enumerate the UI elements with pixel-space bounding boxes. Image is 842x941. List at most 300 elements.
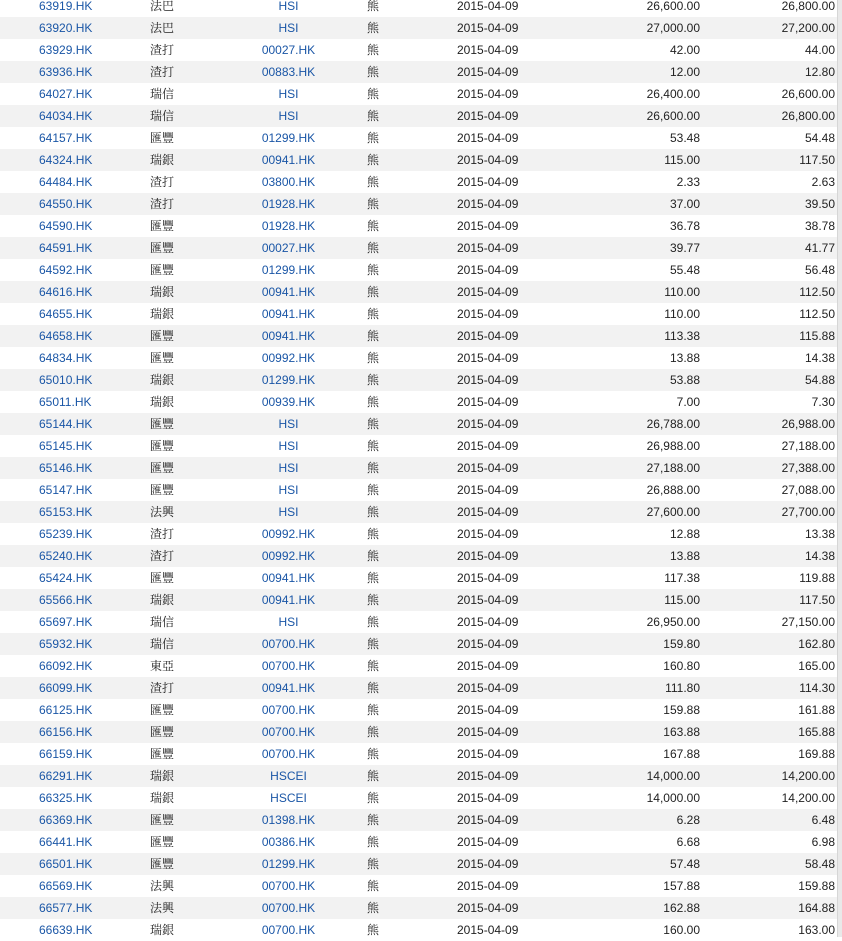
bull-bear-type-cell: 熊 [359, 413, 454, 435]
strike-price-cell: 112.50 [700, 281, 838, 303]
table-row [0, 545, 838, 567]
cbbc-code-cell [0, 853, 150, 875]
strike-price-cell: 165.00 [700, 655, 838, 677]
date-cell: 2015-04-09 [454, 567, 564, 589]
strike-price-cell: 117.50 [700, 589, 838, 611]
date-cell: 2015-04-09 [454, 171, 564, 193]
cbbc-code-link[interactable]: 63929.HK [39, 43, 93, 57]
bull-bear-type-cell: 熊 [359, 281, 454, 303]
call-level-cell: 53.88 [564, 369, 700, 391]
underlying-cell [218, 853, 359, 875]
underlying-link[interactable]: HSI [278, 439, 299, 453]
cbbc-code-link[interactable]: 66125.HK [39, 703, 93, 717]
call-level-cell: 159.88 [564, 699, 700, 721]
underlying-link[interactable]: 00941.HK [261, 681, 316, 695]
cbbc-code-link[interactable]: 64484.HK [39, 175, 93, 189]
cbbc-code-link[interactable]: 65010.HK [39, 373, 93, 387]
cbbc-code-link[interactable]: 66092.HK [39, 659, 93, 673]
table-row [0, 281, 838, 303]
date-cell: 2015-04-09 [454, 39, 564, 61]
call-level-cell: 37.00 [564, 193, 700, 215]
cbbc-code-link[interactable]: 66159.HK [39, 747, 93, 761]
underlying-cell [218, 303, 359, 325]
cbbc-code-link[interactable]: 66325.HK [39, 791, 93, 805]
strike-price-cell: 6.48 [700, 809, 838, 831]
underlying-link[interactable]: 01928.HK [261, 219, 316, 233]
underlying-link[interactable]: 00027.HK [261, 43, 316, 57]
cbbc-code-cell [0, 457, 150, 479]
strike-price-cell: 161.88 [700, 699, 838, 721]
date-cell: 2015-04-09 [454, 655, 564, 677]
table-row [0, 787, 838, 809]
cbbc-code-cell [0, 171, 150, 193]
table-row [0, 347, 838, 369]
call-level-cell: 12.00 [564, 61, 700, 83]
strike-price-cell: 38.78 [700, 215, 838, 237]
date-cell: 2015-04-09 [454, 347, 564, 369]
underlying-link[interactable]: 00941.HK [261, 307, 316, 321]
underlying-cell [218, 347, 359, 369]
underlying-link[interactable]: HSI [278, 417, 299, 431]
bull-bear-type-cell: 熊 [359, 215, 454, 237]
cbbc-code-cell [0, 567, 150, 589]
underlying-link[interactable]: 00992.HK [261, 351, 316, 365]
bull-bear-type-cell: 熊 [359, 17, 454, 39]
bull-bear-type-cell: 熊 [359, 61, 454, 83]
cbbc-code-link[interactable]: 63936.HK [39, 65, 93, 79]
strike-price-cell: 56.48 [700, 259, 838, 281]
cbbc-code-link[interactable]: 65932.HK [39, 637, 93, 651]
underlying-cell [218, 171, 359, 193]
cbbc-code-cell [0, 39, 150, 61]
underlying-link[interactable]: HSI [278, 0, 299, 13]
cbbc-code-link[interactable]: 64655.HK [39, 307, 93, 321]
cbbc-code-link[interactable]: 66639.HK [39, 923, 93, 937]
underlying-link[interactable]: 00700.HK [261, 901, 316, 915]
table-row [0, 171, 838, 193]
underlying-cell [218, 127, 359, 149]
table-row [0, 919, 838, 941]
cbbc-code-link[interactable]: 65566.HK [39, 593, 93, 607]
bull-bear-type-cell: 熊 [359, 831, 454, 853]
date-cell: 2015-04-09 [454, 61, 564, 83]
issuer-cell: 東亞 [150, 655, 218, 677]
cbbc-code-link[interactable]: 66577.HK [39, 901, 93, 915]
bull-bear-type-cell: 熊 [359, 589, 454, 611]
table-row [0, 237, 838, 259]
issuer-cell: 法興 [150, 897, 218, 919]
bull-bear-type-cell: 熊 [359, 391, 454, 413]
cbbc-code-link[interactable]: 66369.HK [39, 813, 93, 827]
table-row [0, 105, 838, 127]
underlying-link[interactable]: 00700.HK [261, 747, 316, 761]
underlying-link[interactable]: 00700.HK [261, 923, 316, 937]
cbbc-code-link[interactable]: 66156.HK [39, 725, 93, 739]
bull-bear-type-cell: 熊 [359, 171, 454, 193]
underlying-link[interactable]: HSCEI [270, 791, 307, 805]
underlying-cell [218, 149, 359, 171]
strike-price-cell: 26,800.00 [700, 0, 838, 17]
underlying-cell [218, 875, 359, 897]
bull-bear-type-cell: 熊 [359, 347, 454, 369]
table-row [0, 127, 838, 149]
date-cell: 2015-04-09 [454, 281, 564, 303]
strike-price-cell: 117.50 [700, 149, 838, 171]
underlying-link[interactable]: 00700.HK [261, 637, 316, 651]
table-row [0, 853, 838, 875]
date-cell: 2015-04-09 [454, 897, 564, 919]
call-level-cell: 12.88 [564, 523, 700, 545]
date-cell: 2015-04-09 [454, 413, 564, 435]
bull-bear-type-cell: 熊 [359, 787, 454, 809]
issuer-cell: 瑞信 [150, 105, 218, 127]
table-row [0, 611, 838, 633]
call-level-cell: 13.88 [564, 347, 700, 369]
table-row [0, 215, 838, 237]
bull-bear-type-cell: 熊 [359, 809, 454, 831]
underlying-cell [218, 501, 359, 523]
underlying-link[interactable]: 00941.HK [261, 593, 316, 607]
strike-price-cell: 169.88 [700, 743, 838, 765]
table-row [0, 897, 838, 919]
call-level-cell: 115.00 [564, 149, 700, 171]
call-level-cell: 162.88 [564, 897, 700, 919]
cbbc-code-link[interactable]: 64658.HK [39, 329, 93, 343]
cbbc-code-cell [0, 611, 150, 633]
table-row [0, 61, 838, 83]
underlying-link[interactable]: 00700.HK [261, 725, 316, 739]
underlying-cell [218, 39, 359, 61]
underlying-cell [218, 545, 359, 567]
underlying-link[interactable]: 00941.HK [261, 153, 316, 167]
cbbc-code-link[interactable]: 63919.HK [39, 0, 93, 13]
table-row [0, 391, 838, 413]
strike-price-cell: 54.48 [700, 127, 838, 149]
call-level-cell: 26,988.00 [564, 435, 700, 457]
underlying-link[interactable]: 00386.HK [261, 835, 316, 849]
date-cell: 2015-04-09 [454, 303, 564, 325]
issuer-cell: 渣打 [150, 545, 218, 567]
call-level-cell: 55.48 [564, 259, 700, 281]
cbbc-code-cell [0, 435, 150, 457]
underlying-link[interactable]: 01398.HK [261, 813, 316, 827]
date-cell: 2015-04-09 [454, 743, 564, 765]
strike-price-cell: 41.77 [700, 237, 838, 259]
underlying-cell [218, 237, 359, 259]
underlying-cell [218, 523, 359, 545]
cbbc-code-cell [0, 237, 150, 259]
issuer-cell: 匯豐 [150, 809, 218, 831]
date-cell: 2015-04-09 [454, 325, 564, 347]
issuer-cell: 匯豐 [150, 743, 218, 765]
cbbc-code-link[interactable]: 64027.HK [39, 87, 93, 101]
underlying-cell [218, 457, 359, 479]
issuer-cell: 匯豐 [150, 259, 218, 281]
table-row [0, 501, 838, 523]
underlying-link[interactable]: HSI [278, 87, 299, 101]
cbbc-code-link[interactable]: 65424.HK [39, 571, 93, 585]
underlying-link[interactable]: 00992.HK [261, 549, 316, 563]
cbbc-code-cell [0, 479, 150, 501]
cbbc-code-link[interactable]: 64834.HK [39, 351, 93, 365]
table-row [0, 83, 838, 105]
underlying-link[interactable]: 01299.HK [261, 131, 316, 145]
date-cell: 2015-04-09 [454, 457, 564, 479]
cbbc-code-cell [0, 347, 150, 369]
issuer-cell: 瑞銀 [150, 281, 218, 303]
issuer-cell: 法巴 [150, 17, 218, 39]
strike-price-cell: 12.80 [700, 61, 838, 83]
bull-bear-type-cell: 熊 [359, 435, 454, 457]
underlying-cell [218, 743, 359, 765]
underlying-cell [218, 193, 359, 215]
issuer-cell: 渣打 [150, 523, 218, 545]
strike-price-cell: 162.80 [700, 633, 838, 655]
issuer-cell: 瑞信 [150, 83, 218, 105]
underlying-cell [218, 831, 359, 853]
cbbc-code-link[interactable]: 64591.HK [39, 241, 93, 255]
call-level-cell: 42.00 [564, 39, 700, 61]
scrollbar-edge[interactable] [837, 0, 842, 937]
bull-bear-type-cell: 熊 [359, 875, 454, 897]
table-row [0, 809, 838, 831]
issuer-cell: 瑞信 [150, 633, 218, 655]
underlying-cell [218, 589, 359, 611]
date-cell: 2015-04-09 [454, 259, 564, 281]
underlying-link[interactable]: HSI [278, 21, 299, 35]
cbbc-code-cell [0, 633, 150, 655]
cbbc-code-link[interactable]: 65239.HK [39, 527, 93, 541]
issuer-cell: 匯豐 [150, 215, 218, 237]
call-level-cell: 7.00 [564, 391, 700, 413]
date-cell: 2015-04-09 [454, 215, 564, 237]
strike-price-cell: 14,200.00 [700, 787, 838, 809]
cbbc-code-link[interactable]: 65145.HK [39, 439, 93, 453]
underlying-link[interactable]: 01299.HK [261, 373, 316, 387]
call-level-cell: 6.68 [564, 831, 700, 853]
cbbc-code-cell [0, 127, 150, 149]
strike-price-cell: 27,700.00 [700, 501, 838, 523]
cbbc-code-link[interactable]: 64324.HK [39, 153, 93, 167]
call-level-cell: 26,950.00 [564, 611, 700, 633]
cbbc-code-link[interactable]: 64616.HK [39, 285, 93, 299]
table-row [0, 259, 838, 281]
issuer-cell: 法巴 [150, 0, 218, 17]
cbbc-code-link[interactable]: 65153.HK [39, 505, 93, 519]
cbbc-code-cell [0, 303, 150, 325]
cbbc-code-link[interactable]: 65147.HK [39, 483, 93, 497]
strike-price-cell: 119.88 [700, 567, 838, 589]
underlying-link[interactable]: 00941.HK [261, 571, 316, 585]
cbbc-code-cell [0, 721, 150, 743]
call-level-cell: 117.38 [564, 567, 700, 589]
bull-bear-type-cell: 熊 [359, 237, 454, 259]
cbbc-code-link[interactable]: 65146.HK [39, 461, 93, 475]
cbbc-code-link[interactable]: 66501.HK [39, 857, 93, 871]
bull-bear-type-cell: 熊 [359, 127, 454, 149]
cbbc-code-cell [0, 0, 150, 17]
underlying-link[interactable]: HSI [278, 109, 299, 123]
underlying-link[interactable]: 00700.HK [261, 879, 316, 893]
underlying-link[interactable]: 00027.HK [261, 241, 316, 255]
bull-bear-type-cell: 熊 [359, 193, 454, 215]
date-cell: 2015-04-09 [454, 589, 564, 611]
date-cell: 2015-04-09 [454, 83, 564, 105]
table-row [0, 0, 838, 17]
call-level-cell: 57.48 [564, 853, 700, 875]
strike-price-cell: 54.88 [700, 369, 838, 391]
issuer-cell: 匯豐 [150, 127, 218, 149]
underlying-cell [218, 567, 359, 589]
bull-bear-type-cell: 熊 [359, 39, 454, 61]
bull-bear-type-cell: 熊 [359, 303, 454, 325]
underlying-cell [218, 699, 359, 721]
call-level-cell: 159.80 [564, 633, 700, 655]
underlying-cell [218, 17, 359, 39]
underlying-cell [218, 83, 359, 105]
call-level-cell: 160.80 [564, 655, 700, 677]
bull-bear-type-cell: 熊 [359, 259, 454, 281]
cbbc-code-link[interactable]: 64590.HK [39, 219, 93, 233]
bull-bear-type-cell: 熊 [359, 699, 454, 721]
strike-price-cell: 165.88 [700, 721, 838, 743]
issuer-cell: 渣打 [150, 677, 218, 699]
call-level-cell: 163.88 [564, 721, 700, 743]
underlying-link[interactable]: 00939.HK [261, 395, 316, 409]
underlying-cell [218, 897, 359, 919]
table-row [0, 875, 838, 897]
underlying-cell [218, 721, 359, 743]
table-row [0, 633, 838, 655]
bull-bear-type-cell: 熊 [359, 149, 454, 171]
bull-bear-type-cell: 熊 [359, 677, 454, 699]
underlying-link[interactable]: HSI [278, 483, 299, 497]
strike-price-cell: 27,088.00 [700, 479, 838, 501]
cbbc-code-link[interactable]: 64592.HK [39, 263, 93, 277]
call-level-cell: 13.88 [564, 545, 700, 567]
cbbc-code-link[interactable]: 66569.HK [39, 879, 93, 893]
underlying-link[interactable]: 01299.HK [261, 857, 316, 871]
issuer-cell: 匯豐 [150, 457, 218, 479]
cbbc-code-cell [0, 259, 150, 281]
cbbc-code-cell [0, 919, 150, 941]
table-row [0, 765, 838, 787]
call-level-cell: 27,188.00 [564, 457, 700, 479]
underlying-link[interactable]: 00883.HK [261, 65, 316, 79]
strike-price-cell: 7.30 [700, 391, 838, 413]
underlying-link[interactable]: 03800.HK [261, 175, 316, 189]
date-cell: 2015-04-09 [454, 633, 564, 655]
underlying-cell [218, 765, 359, 787]
call-level-cell: 14,000.00 [564, 787, 700, 809]
date-cell: 2015-04-09 [454, 369, 564, 391]
strike-price-cell: 112.50 [700, 303, 838, 325]
call-level-cell: 26,888.00 [564, 479, 700, 501]
underlying-cell [218, 259, 359, 281]
cbbc-code-link[interactable]: 64550.HK [39, 197, 93, 211]
cbbc-code-link[interactable]: 64157.HK [39, 131, 93, 145]
issuer-cell: 法興 [150, 875, 218, 897]
bull-bear-type-cell: 熊 [359, 369, 454, 391]
cbbc-code-link[interactable]: 63920.HK [39, 21, 93, 35]
cbbc-code-link[interactable]: 66291.HK [39, 769, 93, 783]
call-level-cell: 14,000.00 [564, 765, 700, 787]
underlying-link[interactable]: 01299.HK [261, 263, 316, 277]
date-cell: 2015-04-09 [454, 677, 564, 699]
table-row [0, 435, 838, 457]
underlying-link[interactable]: 00941.HK [261, 285, 316, 299]
issuer-cell: 匯豐 [150, 413, 218, 435]
cbbc-code-link[interactable]: 65240.HK [39, 549, 93, 563]
date-cell: 2015-04-09 [454, 831, 564, 853]
underlying-cell [218, 369, 359, 391]
strike-price-cell: 27,200.00 [700, 17, 838, 39]
cbbc-code-link[interactable]: 65697.HK [39, 615, 93, 629]
bull-bear-type-cell: 熊 [359, 611, 454, 633]
date-cell: 2015-04-09 [454, 127, 564, 149]
issuer-cell: 匯豐 [150, 853, 218, 875]
underlying-link[interactable]: 01928.HK [261, 197, 316, 211]
call-level-cell: 26,788.00 [564, 413, 700, 435]
underlying-link[interactable]: HSCEI [270, 769, 307, 783]
call-level-cell: 160.00 [564, 919, 700, 941]
bull-bear-type-cell: 熊 [359, 325, 454, 347]
date-cell: 2015-04-09 [454, 149, 564, 171]
cbbc-code-link[interactable]: 66099.HK [39, 681, 93, 695]
cbbc-code-link[interactable]: 64034.HK [39, 109, 93, 123]
underlying-link[interactable]: 00992.HK [261, 527, 316, 541]
underlying-cell [218, 435, 359, 457]
table-row [0, 17, 838, 39]
underlying-cell [218, 0, 359, 17]
cbbc-code-cell [0, 17, 150, 39]
cbbc-code-link[interactable]: 65011.HK [39, 395, 92, 409]
date-cell: 2015-04-09 [454, 0, 564, 17]
table-row [0, 457, 838, 479]
date-cell: 2015-04-09 [454, 523, 564, 545]
call-level-cell: 27,600.00 [564, 501, 700, 523]
date-cell: 2015-04-09 [454, 875, 564, 897]
cbbc-code-cell [0, 743, 150, 765]
underlying-link[interactable]: HSI [278, 615, 299, 629]
underlying-link[interactable]: HSI [278, 505, 299, 519]
underlying-cell [218, 281, 359, 303]
bull-bear-type-cell: 熊 [359, 721, 454, 743]
underlying-link[interactable]: HSI [278, 461, 299, 475]
table-row [0, 479, 838, 501]
bull-bear-type-cell: 熊 [359, 105, 454, 127]
issuer-cell: 匯豐 [150, 699, 218, 721]
bull-bear-type-cell: 熊 [359, 897, 454, 919]
cbbc-code-cell [0, 897, 150, 919]
issuer-cell: 匯豐 [150, 325, 218, 347]
cbbc-code-cell [0, 215, 150, 237]
strike-price-cell: 27,150.00 [700, 611, 838, 633]
underlying-link[interactable]: 00941.HK [261, 329, 316, 343]
date-cell: 2015-04-09 [454, 237, 564, 259]
call-level-cell: 115.00 [564, 589, 700, 611]
table-row [0, 325, 838, 347]
bull-bear-type-cell: 熊 [359, 633, 454, 655]
strike-price-cell: 2.63 [700, 171, 838, 193]
underlying-cell [218, 919, 359, 941]
underlying-link[interactable]: 00700.HK [261, 703, 316, 717]
cbbc-code-link[interactable]: 66441.HK [39, 835, 93, 849]
bull-bear-type-cell: 熊 [359, 743, 454, 765]
cbbc-code-link[interactable]: 65144.HK [39, 417, 93, 431]
date-cell: 2015-04-09 [454, 853, 564, 875]
underlying-link[interactable]: 00700.HK [261, 659, 316, 673]
